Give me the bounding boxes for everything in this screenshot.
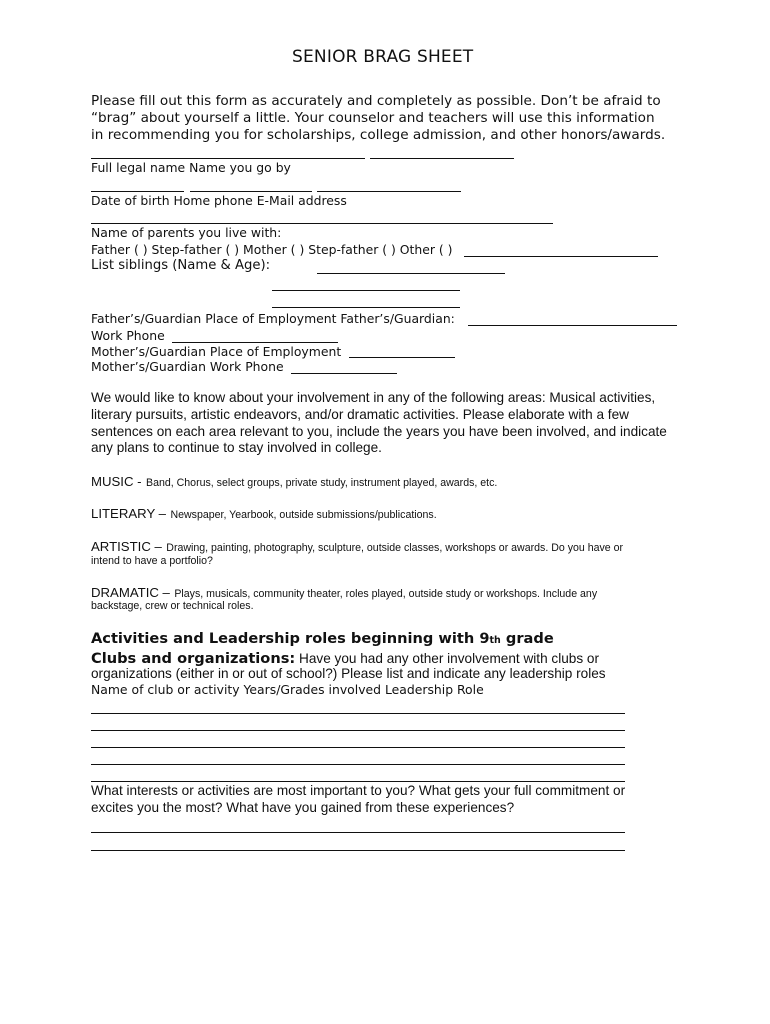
activity-line-1[interactable] [91,713,625,714]
sibling-line-3[interactable] [272,307,460,308]
activities-heading-sup: th [489,635,501,646]
intro-line-2: “brag” about yourself a little. Your counselor and teachers will use this information [91,110,655,126]
dramatic-desc-1: Plays, musicals, community theater, roles played, outside study or workshops. Include any [174,588,598,600]
mother-employment-line[interactable] [349,357,455,358]
music-desc: Band, Chorus, select groups, private study, instrument played, awards, etc. [146,477,498,489]
literary-label: LITERARY – [91,506,167,521]
artistic-label: ARTISTIC – [91,539,162,554]
mother-work-phone-line[interactable] [291,373,397,374]
club-columns-label: Name of club or activity Years/Grades involved Leadership Role [91,682,484,697]
father-employment-line[interactable] [468,325,677,326]
father-employment-label: Father’s/Guardian Place of Employment Father’s/Guardian: [91,311,455,326]
parents-options: Father ( ) Step-father ( ) Mother ( ) Step-father ( ) Other ( ) [91,242,453,257]
literary-section [91,505,437,523]
dramatic-desc-2: backstage, crew or technical roles. [91,600,254,612]
full-legal-name-line[interactable] [91,158,365,159]
parents-label: Name of parents you live with: [91,225,282,240]
activity-line-2[interactable] [91,730,625,731]
contact-label: Date of birth Home phone E-Mail address [91,193,347,208]
involvement-intro-2: literary pursuits, artistic endeavors, and/or dramatic activities. Please elaborate with a few [91,407,629,422]
involvement-intro-3: sentences on each area relevant to you, include the years you have been involved, and indicate [91,424,667,439]
home-phone-line[interactable] [190,191,312,192]
artistic-section [91,538,623,556]
artistic-desc-1: Drawing, painting, photography, sculpture, outside classes, workshops or awards. Do you have or [166,542,624,554]
activities-heading [91,630,554,647]
clubs-text-1: Have you had any other involvement with clubs or [295,651,600,666]
other-parent-line[interactable] [464,256,658,257]
siblings-label: List siblings (Name & Age): [91,258,271,273]
activity-line-3[interactable] [91,747,625,748]
clubs-label: Clubs and organizations: [91,650,296,667]
date-of-birth-line[interactable] [91,191,184,192]
music-label: MUSIC - [91,474,142,489]
involvement-intro-4: any plans to continue to stay involved in college. [91,440,382,455]
music-section [91,473,497,491]
involvement-intro-1: We would like to know about your involvement in any of the following areas: Musical activities, [91,390,656,405]
activity-line-5[interactable] [91,781,625,782]
email-line[interactable] [317,191,461,192]
interests-question-1: What interests or activities are most important to you? What gets your full commitment or [91,783,626,798]
father-work-phone-line[interactable] [172,342,338,343]
interests-question-2: excites you the most? What have you gained from these experiences? [91,800,515,815]
interests-line-2[interactable] [91,850,625,851]
clubs-text-2: organizations (either in or out of school?) Please list and indicate any leadership roles [91,666,606,681]
clubs-line-1 [91,648,599,667]
activities-heading-grade: grade [500,630,554,647]
intro-line-3: in recommending you for scholarships, college admission, and other honors/awards. [91,127,666,143]
literary-desc: Newspaper, Yearbook, outside submissions/publications. [170,509,437,521]
intro-line-1: Please fill out this form as accurately and completely as possible. Don’t be afraid to [91,93,661,109]
mother-work-phone-label: Mother’s/Guardian Work Phone [91,359,284,374]
work-phone-label: Work Phone [91,328,165,343]
names-label: Full legal name Name you go by [91,160,291,175]
page-title: SENIOR BRAG SHEET [292,47,474,67]
artistic-desc-2: intend to have a portfolio? [91,555,213,567]
activity-line-4[interactable] [91,764,625,765]
dramatic-label: DRAMATIC – [91,585,170,600]
parents-line[interactable] [91,223,553,224]
sibling-line-2[interactable] [272,290,460,291]
activities-heading-text: Activities and Leadership roles beginning with 9 [91,630,490,647]
sibling-line-1[interactable] [317,273,505,274]
interests-line-1[interactable] [91,832,625,833]
mother-employment-label: Mother’s/Guardian Place of Employment [91,344,342,359]
preferred-name-line[interactable] [370,158,514,159]
